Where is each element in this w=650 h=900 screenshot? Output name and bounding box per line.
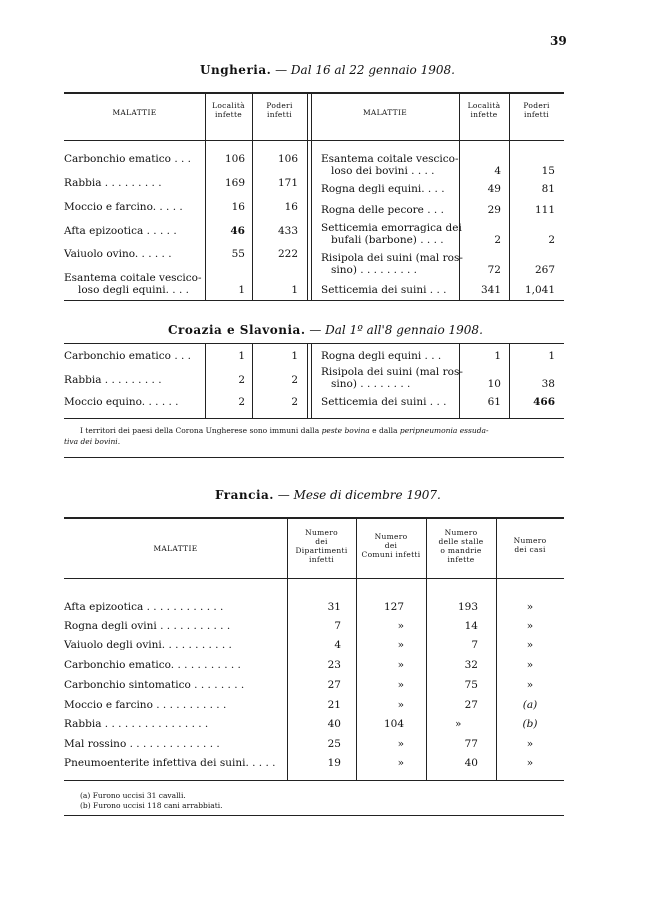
disease-name: Vaiuolo degli ovini. . . . . . . . . . . (64, 639, 232, 651)
farms-value: 1 (291, 284, 298, 296)
localities-value: 4 (494, 165, 501, 177)
disease-name: Moccio equino. . . . . . (64, 396, 179, 408)
disease-name: Rogna degli ovini . . . . . . . . . . . (64, 620, 231, 632)
section-title-ungheria (200, 63, 455, 77)
farms-value: 267 (534, 264, 555, 276)
stalle-value: 7 (471, 639, 478, 651)
disease-name: Rabbia . . . . . . . . . (64, 177, 162, 189)
disease-name: Setticemia dei suini . . . (321, 396, 447, 408)
period: — Mese di dicembre 1907. (277, 488, 441, 502)
header-localities: Località infette (212, 101, 245, 119)
disease-name-cont: loso degli equini. . . . (78, 284, 189, 296)
localities-value: 55 (231, 248, 245, 260)
departments-value: 23 (327, 659, 341, 671)
localities-value: 46 (230, 225, 245, 237)
header-departments: Numero dei Dipartimenti infetti (295, 528, 348, 564)
farms-value: 171 (277, 177, 298, 189)
farms-value: 222 (277, 248, 298, 260)
farms-value: 466 (533, 396, 555, 408)
departments-value: 7 (334, 620, 341, 632)
disease-name-cont: sino) . . . . . . . . . (331, 264, 418, 276)
footnote-b: (b) Furono uccisi 118 cani arrabbiati. (80, 801, 223, 810)
comuni-value: » (397, 620, 404, 632)
disease-name-cont: loso dei bovini . . . . (331, 165, 435, 177)
farms-value: 81 (541, 183, 555, 195)
casi-value: (b) (522, 718, 538, 730)
localities-value: 61 (487, 396, 501, 408)
disease-name: Rabbia . . . . . . . . . (64, 374, 162, 386)
casi-value: » (526, 601, 534, 613)
period: — Dal 1º all'8 gennaio 1908. (309, 323, 483, 337)
departments-value: 27 (327, 679, 341, 691)
localities-value: 169 (224, 177, 245, 189)
stalle-value: » (455, 718, 462, 730)
disease-name: Pneumoenterite infettiva dei suini. . . . . (64, 757, 276, 769)
departments-value: 40 (327, 718, 341, 730)
disease-name: Moccio e farcino . . . . . . . . . . . (64, 699, 227, 711)
disease-name: Esantema coitale vescico- (64, 272, 202, 284)
disease-name: Mal rossino . . . . . . . . . . . . . . (64, 738, 220, 750)
disease-name: Rogna degli equini . . . (321, 350, 442, 362)
departments-value: 19 (327, 757, 341, 769)
casi-value: » (526, 679, 534, 691)
comuni-value: 104 (383, 718, 404, 730)
section-title-croazia (168, 323, 483, 337)
stalle-value: 77 (464, 738, 478, 750)
disease-name: Setticemia emorragica dei (321, 222, 462, 234)
comuni-value: » (397, 679, 404, 691)
farms-value: 38 (541, 378, 555, 390)
farms-value: 16 (284, 201, 298, 213)
farms-value: 2 (291, 374, 298, 386)
country-name: Ungheria. (200, 63, 272, 77)
localities-value: 16 (231, 201, 245, 213)
page-number: 39 (550, 34, 567, 48)
header-comuni: Numero dei Comuni infetti (361, 532, 421, 559)
departments-value: 4 (334, 639, 341, 651)
farms-value: 15 (541, 165, 555, 177)
country-name: Francia. (215, 488, 274, 502)
disease-name: Vaiuolo ovino. . . . . . (64, 248, 172, 260)
comuni-value: » (397, 757, 404, 769)
period: — Dal 16 al 22 gennaio 1908. (275, 63, 455, 77)
disease-name: Esantema coitale vescico- (321, 153, 459, 165)
comuni-value: » (397, 699, 404, 711)
disease-name-cont: sino) . . . . . . . . (331, 378, 411, 390)
disease-name: Moccio e farcino. . . . . (64, 201, 183, 213)
disease-name: Rabbia . . . . . . . . . . . . . . . . (64, 718, 209, 730)
disease-name: Carbonchio ematico . . . (64, 350, 192, 362)
disease-name: Setticemia dei suini . . . (321, 284, 447, 296)
localities-value: 29 (487, 204, 501, 216)
disease-name: Afta epizootica . . . . . . . . . . . . (64, 601, 224, 613)
localities-value: 1 (238, 284, 245, 296)
note-line-1: I territori dei paesi della Corona Ungherese sono immuni dalla peste bovina e dalla peripneumonia essuda- (80, 426, 489, 435)
casi-value: » (526, 757, 534, 769)
header-diseases: MALATTIE (112, 108, 157, 117)
header-farms: Poderi infetti (266, 101, 293, 119)
farms-value: 2 (291, 396, 298, 408)
localities-value: 1 (238, 350, 245, 362)
casi-value: (a) (522, 699, 538, 711)
header-farms-right: Poderi infetti (523, 101, 550, 119)
disease-name: Risipola dei suini (mal ros- (321, 252, 463, 264)
casi-value: » (526, 659, 534, 671)
stalle-value: 75 (464, 679, 478, 691)
header-diseases: MALATTIE (153, 544, 198, 553)
stalle-value: 27 (464, 699, 478, 711)
stalle-value: 193 (457, 601, 478, 613)
disease-name: Risipola dei suini (mal ros- (321, 366, 463, 378)
country-name: Croazia e Slavonia. (168, 323, 306, 337)
casi-value: » (526, 738, 534, 750)
farms-value: 111 (534, 204, 555, 216)
comuni-value: 127 (383, 601, 404, 613)
disease-name: Carbonchio ematico. . . . . . . . . . . (64, 659, 241, 671)
disease-name-cont: bufali (barbone) . . . . (331, 234, 444, 246)
header-stalle: Numero delle stalle o mandrie infette (438, 528, 484, 564)
header-casi: Numero dei casi (513, 536, 547, 554)
departments-value: 25 (327, 738, 341, 750)
localities-value: 1 (494, 350, 501, 362)
disease-name: Carbonchio ematico . . . (64, 153, 192, 165)
localities-value: 2 (238, 374, 245, 386)
localities-value: 72 (487, 264, 501, 276)
localities-value: 2 (238, 396, 245, 408)
stalle-value: 14 (464, 620, 478, 632)
stalle-value: 40 (464, 757, 478, 769)
farms-value: 433 (277, 225, 298, 237)
casi-value: » (526, 639, 534, 651)
casi-value: » (526, 620, 534, 632)
farms-value: 2 (548, 234, 555, 246)
header-localities-right: Località infette (467, 101, 501, 119)
localities-value: 106 (224, 153, 245, 165)
comuni-value: » (397, 738, 404, 750)
stalle-value: 32 (464, 659, 478, 671)
comuni-value: » (397, 639, 404, 651)
section-title-francia (215, 488, 441, 502)
note-line-2: tiva dei bovini. (64, 437, 121, 446)
disease-name: Afta epizootica . . . . . (64, 225, 177, 237)
farms-value: 1 (291, 350, 298, 362)
comuni-value: » (397, 659, 404, 671)
localities-value: 10 (487, 378, 501, 390)
localities-value: 2 (494, 234, 501, 246)
farms-value: 1 (548, 350, 555, 362)
departments-value: 31 (327, 601, 341, 613)
disease-name: Rogna degli equini. . . . (321, 183, 445, 195)
footnote-a: (a) Furono uccisi 31 cavalli. (80, 791, 186, 800)
farms-value: 106 (277, 153, 298, 165)
header-diseases-right: MALATTIE (362, 108, 408, 117)
localities-value: 49 (487, 183, 501, 195)
localities-value: 341 (480, 284, 501, 296)
disease-name: Carbonchio sintomatico . . . . . . . . (64, 679, 245, 691)
departments-value: 21 (327, 699, 341, 711)
farms-value: 1,041 (524, 284, 555, 296)
disease-name: Rogna delle pecore . . . (321, 204, 444, 216)
